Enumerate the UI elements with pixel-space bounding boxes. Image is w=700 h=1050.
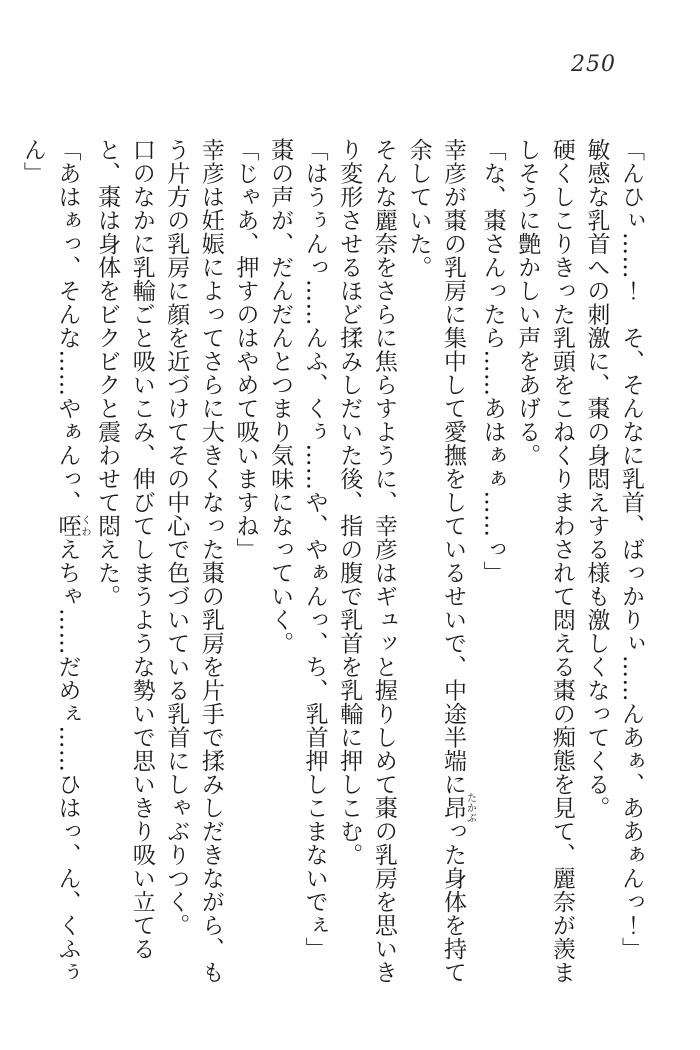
page-number: 250 xyxy=(571,52,616,77)
paragraph-12: 「あはぁっ、そんな……やぁんっ、咥くわえちゃ……だめぇ……ひはっ、ん、くふぅん」 xyxy=(19,138,90,984)
paragraph-6: そんな麗奈をさらに焦らすように、幸彦はギュッと握りしめて棗の乳房を思いきり変形させるほど揉みしだいた後、指の腹で乳首を乳輪に押しこむ。 xyxy=(336,138,397,984)
paragraph-10: 幸彦は妊娠によってさらに大きくなった棗の乳房を片手で揉みしだきながら、もう片方の乳房に顔を近づけてその中心で色づいている乳首にしゃぶりつく。 xyxy=(163,138,224,984)
paragraph-1: 「んひぃ……！ そ、そんなに乳首、ばっかりぃ……んあぁ、ああぁんっ！」 xyxy=(618,138,644,961)
paragraph-7: 「はうぅんっ……んふ、くぅ……や、やぁんっ、ち、乳首押しこまないでぇ」 xyxy=(301,138,328,961)
paragraph-8: 棗の声が、だんだんとつまり気味になっていく。 xyxy=(267,138,294,655)
paragraph-2: 敏感な乳首への刺激に、棗の身悶えする様も激しくなってくる。 xyxy=(583,138,610,820)
paragraph-5: 幸彦が棗の乳房に集中して愛撫をしているせいで、中途半端に昂たかぶった身体を持て余していた。 xyxy=(405,138,476,984)
text-block xyxy=(15,138,648,1004)
paragraph-11: 口のなかに乳輪ごと吸いこみ、伸びてしまうような勢いで思いきり吸い立てると、棗は身体をビクビクと震わせて悶えた。 xyxy=(94,138,155,961)
paragraph-4: 「な、棗さんったら……あはぁぁ……っ」 xyxy=(479,138,506,585)
ruby-annotation: 昂たかぶ xyxy=(440,792,476,823)
ruby-annotation: 咥くわ xyxy=(54,514,90,538)
paragraph-3: 硬くしこりきった乳頭をこねくりまわされて悶える棗の痴態を見て、麗奈が羨ましそうに艶かしい声をあげる。 xyxy=(514,138,575,984)
paragraph-9: 「じゃあ、押すのはやめて吸いますね」 xyxy=(232,138,259,561)
